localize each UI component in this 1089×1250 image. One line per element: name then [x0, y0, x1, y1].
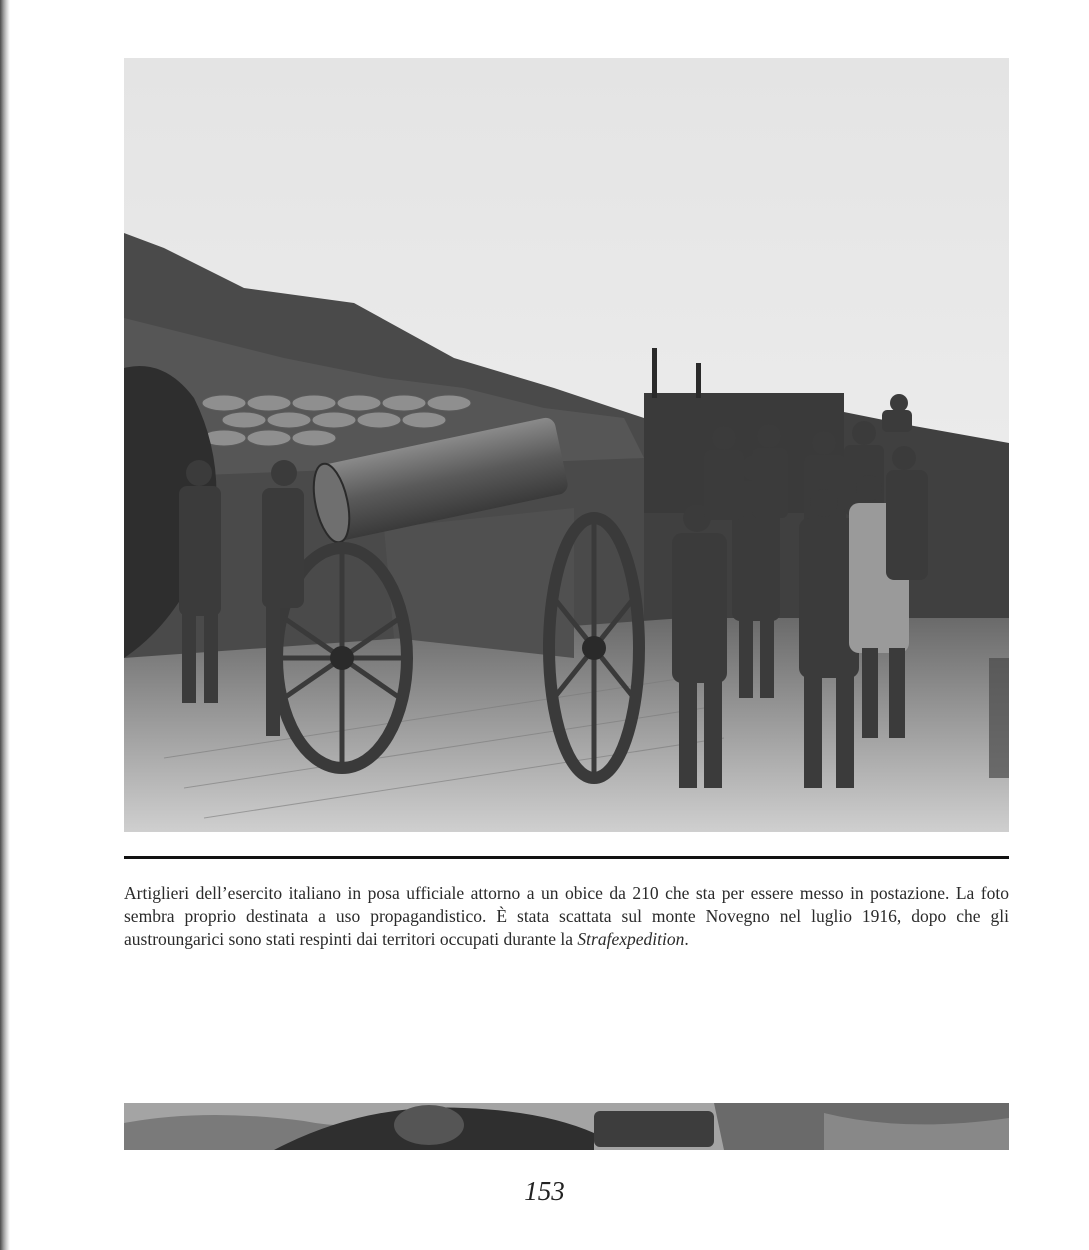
page-number: 153	[524, 1176, 565, 1206]
caption-rule	[124, 856, 1009, 859]
caption-italic-term: Strafexpedition	[577, 929, 685, 949]
caption-end: .	[684, 929, 689, 949]
main-photograph	[124, 58, 1009, 832]
second-photograph-partial	[124, 1103, 1009, 1150]
page-binding-edge	[0, 0, 10, 1250]
caption-text: Artiglieri dell’esercito italiano in posa ufficiale attorno a un obice da 210 che sta per essere messo in postazione. La foto sembra proprio destinata a uso propagandistico. È stata scattata sul monte Novegno nel luglio 1916, dopo che gli austroungarici sono stati respinti dai territori occupati durante la	[124, 883, 1009, 949]
photo-caption	[124, 882, 1009, 951]
